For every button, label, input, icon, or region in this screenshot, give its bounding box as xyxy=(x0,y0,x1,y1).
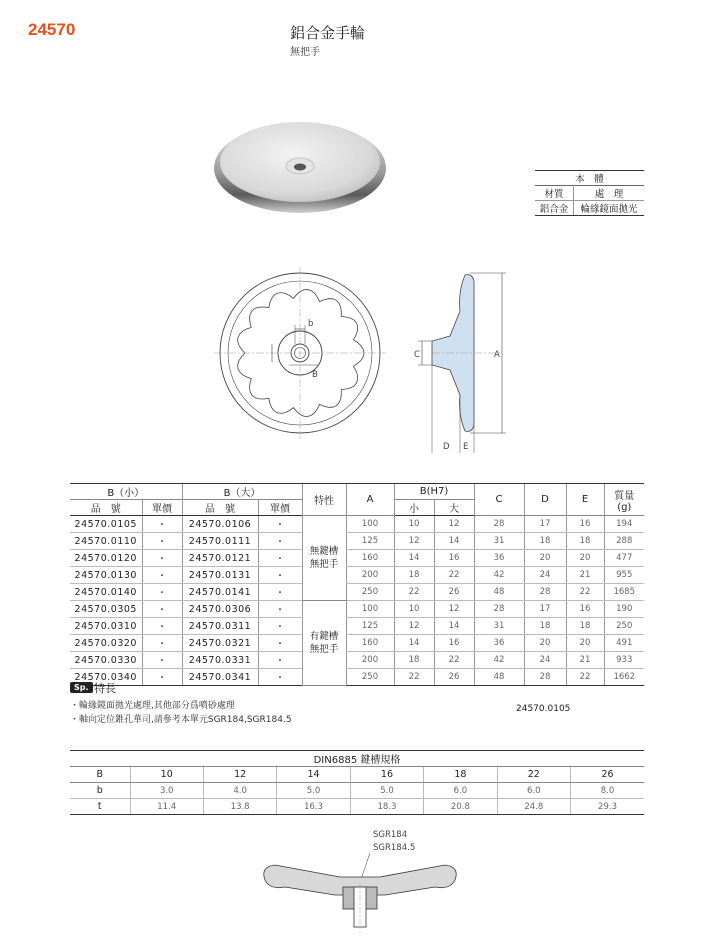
part-no-large: 24570.0331 xyxy=(182,652,258,669)
dim-b-large: 22 xyxy=(434,567,474,584)
price-small: ・ xyxy=(142,618,182,635)
keyway-cell: 18 xyxy=(424,767,497,783)
part-no-small: 24570.0320 xyxy=(70,635,142,652)
part-no-large: 24570.0121 xyxy=(182,550,258,567)
price-large: ・ xyxy=(258,652,302,669)
sp-badge: Sp. xyxy=(70,682,93,693)
dim-A: 100 xyxy=(346,601,394,618)
price-small: ・ xyxy=(142,635,182,652)
weight-value: 491 xyxy=(604,635,644,652)
header-A: A xyxy=(346,484,394,516)
dim-E: 22 xyxy=(566,584,604,601)
label-B: B xyxy=(312,370,318,380)
keyway-cell: 4.0 xyxy=(203,783,276,799)
weight-value: 1662 xyxy=(604,669,644,686)
feature-note-2: ・軸向定位錐孔華司,請參考本單元SGR184,SGR184.5 xyxy=(70,715,292,725)
page-subtitle: 無把手 xyxy=(290,47,320,58)
wheel-bore xyxy=(294,164,306,171)
part-no-large: 24570.0141 xyxy=(182,584,258,601)
header-b-small: B（小） xyxy=(70,484,182,500)
keyway-cell: 26 xyxy=(571,767,644,783)
dim-A: 125 xyxy=(346,533,394,550)
dim-b-large: 16 xyxy=(434,635,474,652)
treatment-value: 輪緣鏡面拋光 xyxy=(574,201,645,216)
keyway-cell: 3.0 xyxy=(130,783,203,799)
price-large: ・ xyxy=(258,635,302,652)
dim-b-small: 18 xyxy=(394,567,434,584)
price-small: ・ xyxy=(142,652,182,669)
material-table xyxy=(535,170,644,216)
dim-C: 48 xyxy=(474,669,524,686)
dim-E: 21 xyxy=(566,652,604,669)
header-large: 大 xyxy=(434,500,474,516)
header-C: C xyxy=(474,484,524,516)
price-small: ・ xyxy=(142,584,182,601)
price-large: ・ xyxy=(258,550,302,567)
dim-b-large: 12 xyxy=(434,601,474,618)
dim-D: 28 xyxy=(524,669,566,686)
header-b-h7: B(H7) xyxy=(394,484,474,500)
header-feature: 特性 xyxy=(302,484,346,516)
part-no-small: 24570.0130 xyxy=(70,567,142,584)
price-small: ・ xyxy=(142,550,182,567)
weight-value: 933 xyxy=(604,652,644,669)
keyway-cell: 18.3 xyxy=(350,799,423,815)
dim-b-small: 10 xyxy=(394,601,434,618)
price-large: ・ xyxy=(258,669,302,686)
price-large: ・ xyxy=(258,567,302,584)
product-code: 24570 xyxy=(28,20,76,39)
weight-value: 190 xyxy=(604,601,644,618)
feature-cell: 有鍵槽 無把手 xyxy=(302,601,346,686)
dim-b-large: 26 xyxy=(434,669,474,686)
keyway-row-label: B xyxy=(70,767,130,783)
part-no-large: 24570.0131 xyxy=(182,567,258,584)
part-no-small: 24570.0310 xyxy=(70,618,142,635)
weight-value: 955 xyxy=(604,567,644,584)
dim-b-large: 26 xyxy=(434,584,474,601)
keyway-cell: 6.0 xyxy=(424,783,497,799)
side-section-drawing xyxy=(410,265,510,455)
photo-caption: 24570.0105 xyxy=(516,704,571,714)
dim-E: 20 xyxy=(566,635,604,652)
dim-b-large: 14 xyxy=(434,533,474,550)
spec-row xyxy=(70,516,644,533)
price-small: ・ xyxy=(142,516,182,533)
feature-note-1: ・輪緣鏡面拋光處理,其他部分爲噴砂處理 xyxy=(70,701,235,711)
part-no-large: 24570.0341 xyxy=(182,669,258,686)
dim-C: 42 xyxy=(474,652,524,669)
weight-value: 288 xyxy=(604,533,644,550)
part-no-large: 24570.0311 xyxy=(182,618,258,635)
part-no-small: 24570.0330 xyxy=(70,652,142,669)
header-weight xyxy=(604,484,644,516)
dim-C: 36 xyxy=(474,550,524,567)
keyway-row xyxy=(70,767,644,783)
material-group-header: 本 體 xyxy=(535,171,644,186)
treatment-col-header: 處 理 xyxy=(574,186,645,201)
spec-row xyxy=(70,635,644,652)
dim-E: 18 xyxy=(566,618,604,635)
header-part-no-large: 品 號 xyxy=(182,500,258,516)
material-value: 鋁合金 xyxy=(535,201,574,216)
dim-C: 28 xyxy=(474,601,524,618)
dim-A: 250 xyxy=(346,669,394,686)
dim-b-small: 10 xyxy=(394,516,434,533)
dim-A: 250 xyxy=(346,584,394,601)
material-col-header: 材質 xyxy=(535,186,574,201)
dim-D: 24 xyxy=(524,567,566,584)
weight-value: 194 xyxy=(604,516,644,533)
weight-value: 477 xyxy=(604,550,644,567)
price-small: ・ xyxy=(142,533,182,550)
part-no-small: 24570.0110 xyxy=(70,533,142,550)
dim-C: 31 xyxy=(474,533,524,550)
spec-row xyxy=(70,669,644,686)
page-title: 鋁合金手輪 xyxy=(290,24,366,42)
header-weight-unit: (g) xyxy=(617,501,632,513)
label-A: A xyxy=(494,350,500,360)
spec-row xyxy=(70,652,644,669)
keyway-row-label: t xyxy=(70,799,130,815)
front-view-drawing xyxy=(210,265,400,440)
bottom-section-drawing xyxy=(255,825,465,935)
part-no-large: 24570.0321 xyxy=(182,635,258,652)
dim-A: 200 xyxy=(346,652,394,669)
header-price-large: 單價 xyxy=(258,500,302,516)
dim-b-large: 22 xyxy=(434,652,474,669)
dim-b-large: 12 xyxy=(434,516,474,533)
header-small: 小 xyxy=(394,500,434,516)
dim-E: 16 xyxy=(566,516,604,533)
weight-value: 250 xyxy=(604,618,644,635)
keyway-cell: 16 xyxy=(350,767,423,783)
keyway-row xyxy=(70,783,644,799)
keyway-row xyxy=(70,799,644,815)
keyway-cell: 6.0 xyxy=(497,783,570,799)
dim-D: 17 xyxy=(524,516,566,533)
keyway-cell: 14 xyxy=(277,767,350,783)
dim-b-large: 16 xyxy=(434,550,474,567)
keyway-cell: 29.3 xyxy=(571,799,644,815)
dim-b-small: 22 xyxy=(394,669,434,686)
label-C: C xyxy=(414,350,420,360)
keyway-table xyxy=(70,750,644,815)
keyway-cell: 22 xyxy=(497,767,570,783)
dim-b-small: 22 xyxy=(394,584,434,601)
dim-A: 125 xyxy=(346,618,394,635)
dim-b-small: 14 xyxy=(394,550,434,567)
keyway-cell: 20.8 xyxy=(424,799,497,815)
header-part-no-small: 品 號 xyxy=(70,500,142,516)
dim-C: 31 xyxy=(474,618,524,635)
spec-row xyxy=(70,533,644,550)
dim-D: 20 xyxy=(524,635,566,652)
price-large: ・ xyxy=(258,516,302,533)
header-D: D xyxy=(524,484,566,516)
part-no-small: 24570.0140 xyxy=(70,584,142,601)
part-no-large: 24570.0106 xyxy=(182,516,258,533)
dim-C: 42 xyxy=(474,567,524,584)
dim-D: 18 xyxy=(524,618,566,635)
spec-row xyxy=(70,618,644,635)
keyway-cell: 5.0 xyxy=(277,783,350,799)
dim-D: 24 xyxy=(524,652,566,669)
spec-row xyxy=(70,550,644,567)
part-no-large: 24570.0111 xyxy=(182,533,258,550)
dim-C: 48 xyxy=(474,584,524,601)
price-small: ・ xyxy=(142,601,182,618)
features-title: 特長 xyxy=(94,682,116,695)
header-price-small: 單價 xyxy=(142,500,182,516)
dim-A: 160 xyxy=(346,635,394,652)
keyway-cell: 13.8 xyxy=(203,799,276,815)
spec-table xyxy=(70,483,644,686)
dim-b-small: 18 xyxy=(394,652,434,669)
dim-D: 20 xyxy=(524,550,566,567)
dim-D: 28 xyxy=(524,584,566,601)
keyway-cell: 5.0 xyxy=(350,783,423,799)
spec-row xyxy=(70,584,644,601)
label-D: D xyxy=(443,442,450,452)
ref-sgr184: SGR184 xyxy=(373,830,408,840)
keyway-cell: 12 xyxy=(203,767,276,783)
header-weight-label: 質量 xyxy=(614,490,635,502)
dim-A: 160 xyxy=(346,550,394,567)
keyway-title: DIN6885 鍵槽規格 xyxy=(70,751,644,767)
header-E: E xyxy=(566,484,604,516)
dim-b-large: 14 xyxy=(434,618,474,635)
part-no-small: 24570.0340 xyxy=(70,669,142,686)
dim-b-small: 12 xyxy=(394,618,434,635)
price-small: ・ xyxy=(142,567,182,584)
dim-E: 21 xyxy=(566,567,604,584)
label-E: E xyxy=(463,442,469,452)
keyway-cell: 11.4 xyxy=(130,799,203,815)
price-large: ・ xyxy=(258,618,302,635)
spec-row xyxy=(70,601,644,618)
product-photo xyxy=(205,110,395,215)
keyway-cell: 24.8 xyxy=(497,799,570,815)
dim-E: 22 xyxy=(566,669,604,686)
keyway-cell: 16.3 xyxy=(277,799,350,815)
part-no-small: 24570.0105 xyxy=(70,516,142,533)
ref-sgr184-5: SGR184.5 xyxy=(373,843,416,853)
dim-b-small: 14 xyxy=(394,635,434,652)
dim-A: 200 xyxy=(346,567,394,584)
feature-cell: 無鍵槽 無把手 xyxy=(302,516,346,601)
keyway-cell: 10 xyxy=(130,767,203,783)
dim-E: 16 xyxy=(566,601,604,618)
header-b-large: B（大） xyxy=(182,484,302,500)
spec-row xyxy=(70,567,644,584)
part-no-small: 24570.0305 xyxy=(70,601,142,618)
dim-E: 20 xyxy=(566,550,604,567)
price-small: ・ xyxy=(142,669,182,686)
price-large: ・ xyxy=(258,601,302,618)
dim-C: 28 xyxy=(474,516,524,533)
dim-D: 18 xyxy=(524,533,566,550)
weight-value: 1685 xyxy=(604,584,644,601)
keyway-row-label: b xyxy=(70,783,130,799)
dim-E: 18 xyxy=(566,533,604,550)
price-large: ・ xyxy=(258,584,302,601)
dim-b-small: 12 xyxy=(394,533,434,550)
part-no-large: 24570.0306 xyxy=(182,601,258,618)
part-no-small: 24570.0120 xyxy=(70,550,142,567)
keyway-cell: 8.0 xyxy=(571,783,644,799)
dim-D: 17 xyxy=(524,601,566,618)
dim-C: 36 xyxy=(474,635,524,652)
dim-A: 100 xyxy=(346,516,394,533)
label-b: b xyxy=(308,319,314,329)
price-large: ・ xyxy=(258,533,302,550)
